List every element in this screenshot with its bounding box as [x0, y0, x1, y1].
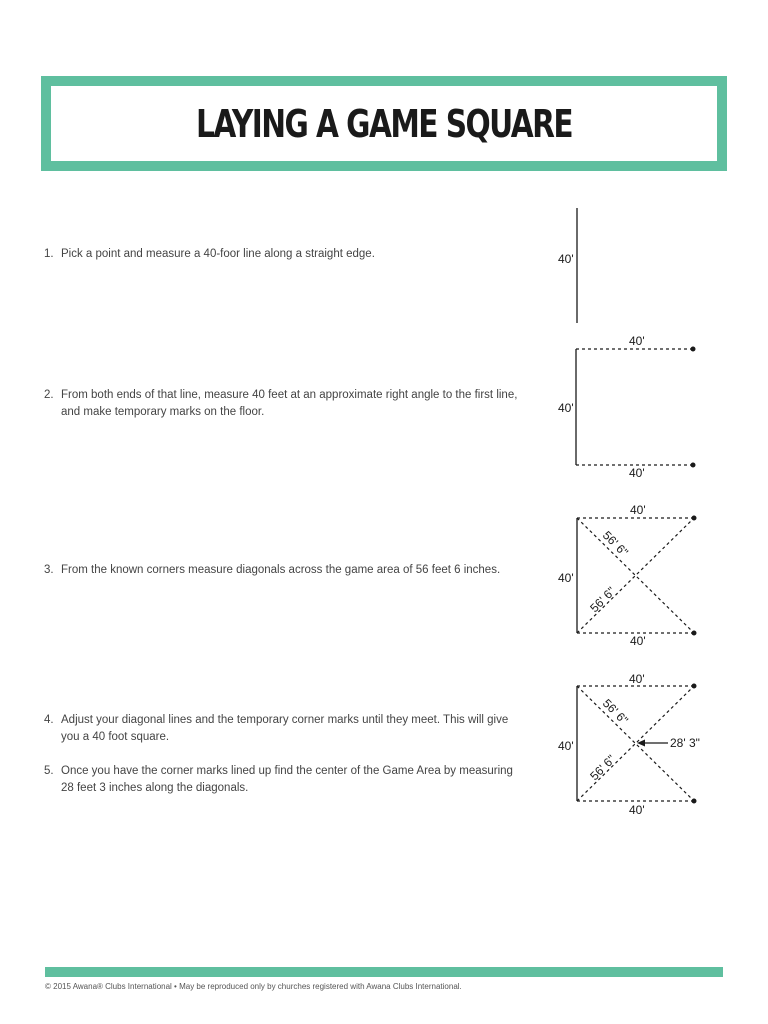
top-label: 40' [629, 334, 645, 348]
step-text: From both ends of that line, measure 40 feet at an approximate right angle to the first line, and make temporary marks on the floor. [61, 389, 518, 418]
bottom-label: 40' [629, 803, 645, 817]
step-text: From the known corners measure diagonals across the game area of 56 feet 6 inches. [61, 564, 501, 576]
step-5 [44, 763, 524, 797]
step-2 [44, 387, 524, 421]
corner-mark [692, 799, 697, 804]
step-3 [44, 562, 524, 579]
corner-mark [692, 684, 697, 689]
side-label: 40' [558, 739, 574, 753]
step-text: Once you have the corner marks lined up find the center of the Game Area by measuring 28 feet 3 inches along the diagonals. [61, 765, 513, 794]
step-number: 4. [44, 714, 54, 726]
step-text: Adjust your diagonal lines and the temporary corner marks until they meet. This will give you a 40 foot square. [61, 714, 509, 743]
step-number: 2. [44, 389, 54, 401]
step-1 [44, 246, 524, 263]
top-label: 40' [630, 503, 646, 517]
diagram-step-2 [550, 330, 720, 480]
diagram-step-3 [550, 500, 720, 650]
diagram-step-1 [550, 200, 720, 330]
corner-mark [692, 631, 697, 636]
top-label: 40' [629, 672, 645, 686]
step-number: 3. [44, 564, 54, 576]
side-label: 40' [558, 401, 574, 415]
step-text: Pick a point and measure a 40-foor line along a straight edge. [61, 248, 375, 260]
diagonal-label: 56' 6" [587, 752, 619, 784]
diagonal-label: 56' 6" [599, 528, 631, 560]
corner-mark [691, 347, 696, 352]
footer-bar [45, 967, 723, 977]
step-number: 5. [44, 765, 54, 777]
center-label: 28' 3" [670, 736, 700, 750]
bottom-label: 40' [630, 634, 646, 648]
bottom-label: 40' [629, 466, 645, 480]
diagonal-label: 56' 6" [587, 584, 619, 616]
diagonal-label: 56' 6" [599, 696, 631, 728]
side-label: 40' [558, 252, 574, 266]
step-number: 1. [44, 248, 54, 260]
corner-mark [691, 463, 696, 468]
step-4 [44, 712, 524, 746]
title-banner [41, 76, 727, 171]
copyright-text: © 2015 Awana® Clubs International • May be reproduced only by churches registered with Awana Clubs International. [45, 982, 462, 991]
page-title: LAYING A GAME SQUARE [195, 101, 573, 146]
diagram-step-4-5 [550, 668, 720, 818]
corner-mark [692, 516, 697, 521]
side-label: 40' [558, 571, 574, 585]
